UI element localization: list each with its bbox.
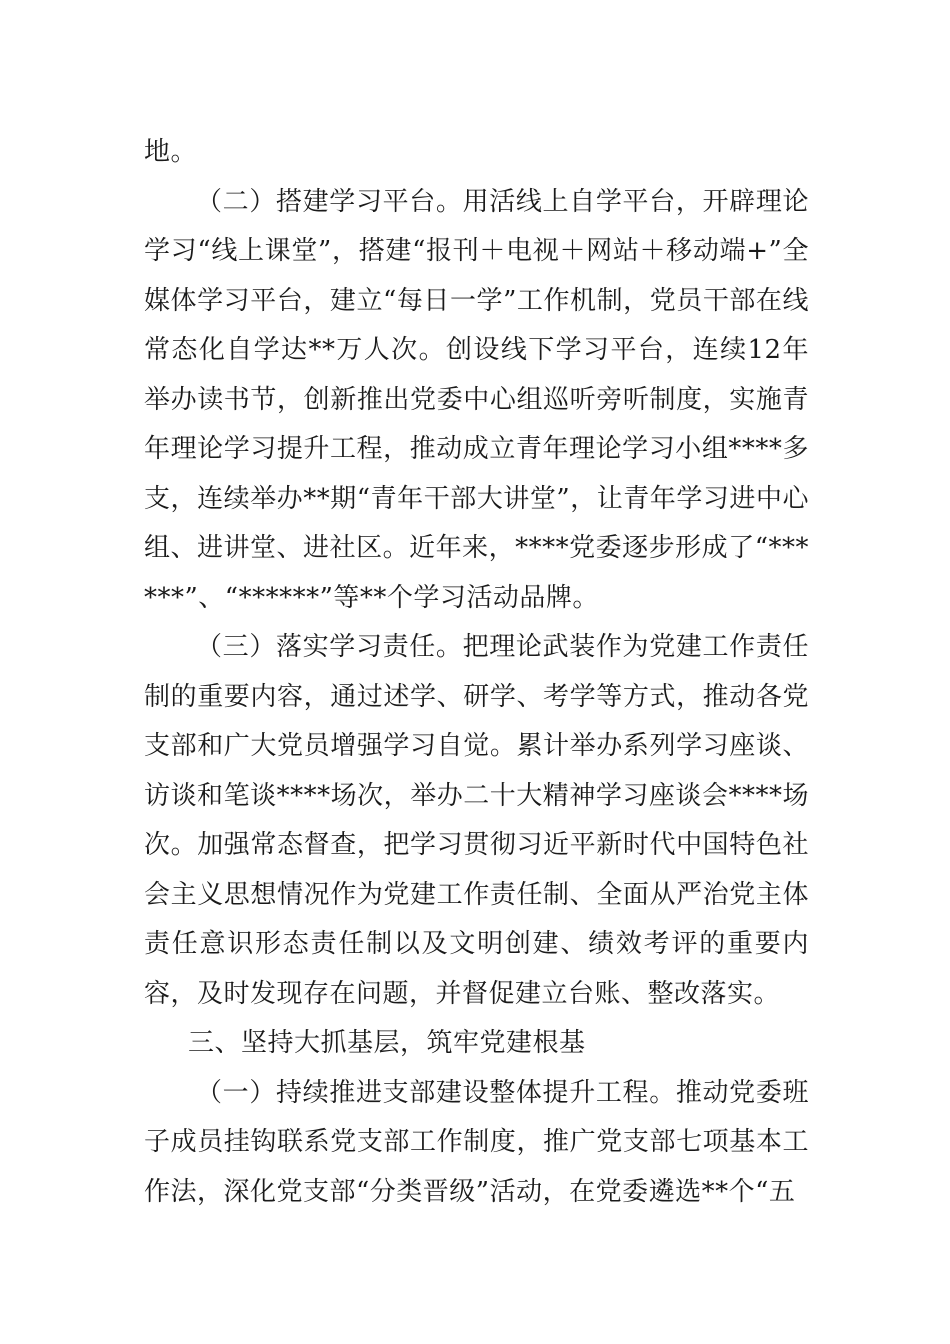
paragraph-branch-building: （一）持续推进支部建设整体提升工程。推动党委班子成员挂钩联系党支部工作制度，推广党支部七项基本工作法，深化党支部“分类晋级”活动，在党委遴选**个“五 xyxy=(144,1077,809,1207)
document-body xyxy=(144,128,809,1217)
paragraph-continuation: 地。 xyxy=(144,137,198,167)
paragraph-learning-platform: （二）搭建学习平台。用活线上自学平台，开辟理论学习“线上课堂”，搭建“报刊＋电视＋网站＋移动端+”全媒体学习平台，建立“每日一学”工作机制，党员干部在线常态化自学达**万人次。创设线下学习平台，连续12年举办读书节，创新推出党委中心组巡听旁听制度，实施青年理论学习提升工程，推动成立青年理论学习小组****多支，连续举办**期“青年干部大讲堂”，让青年学习进中心组、进讲堂、进社区。近年来，****党委逐步形成了“******”、“******”等**个学习活动品牌。 xyxy=(144,186,809,613)
paragraph-learning-responsibility: （三）落实学习责任。把理论武装作为党建工作责任制的重要内容，通过述学、研学、考学等方式，推动各党支部和广大党员增强学习自觉。累计举办系列学习座谈、访谈和笔谈****场次，举办二十大精神学习座谈会****场次。加强常态督查，把学习贯彻习近平新时代中国特色社会主义思想情况作为党建工作责任制、全面从严治党主体责任意识形态责任制以及文明创建、绩效考评的重要内容，及时发现存在问题，并督促建立台账、整改落实。 xyxy=(144,632,809,1009)
section-heading: 三、坚持大抓基层，筑牢党建根基 xyxy=(188,1028,586,1058)
